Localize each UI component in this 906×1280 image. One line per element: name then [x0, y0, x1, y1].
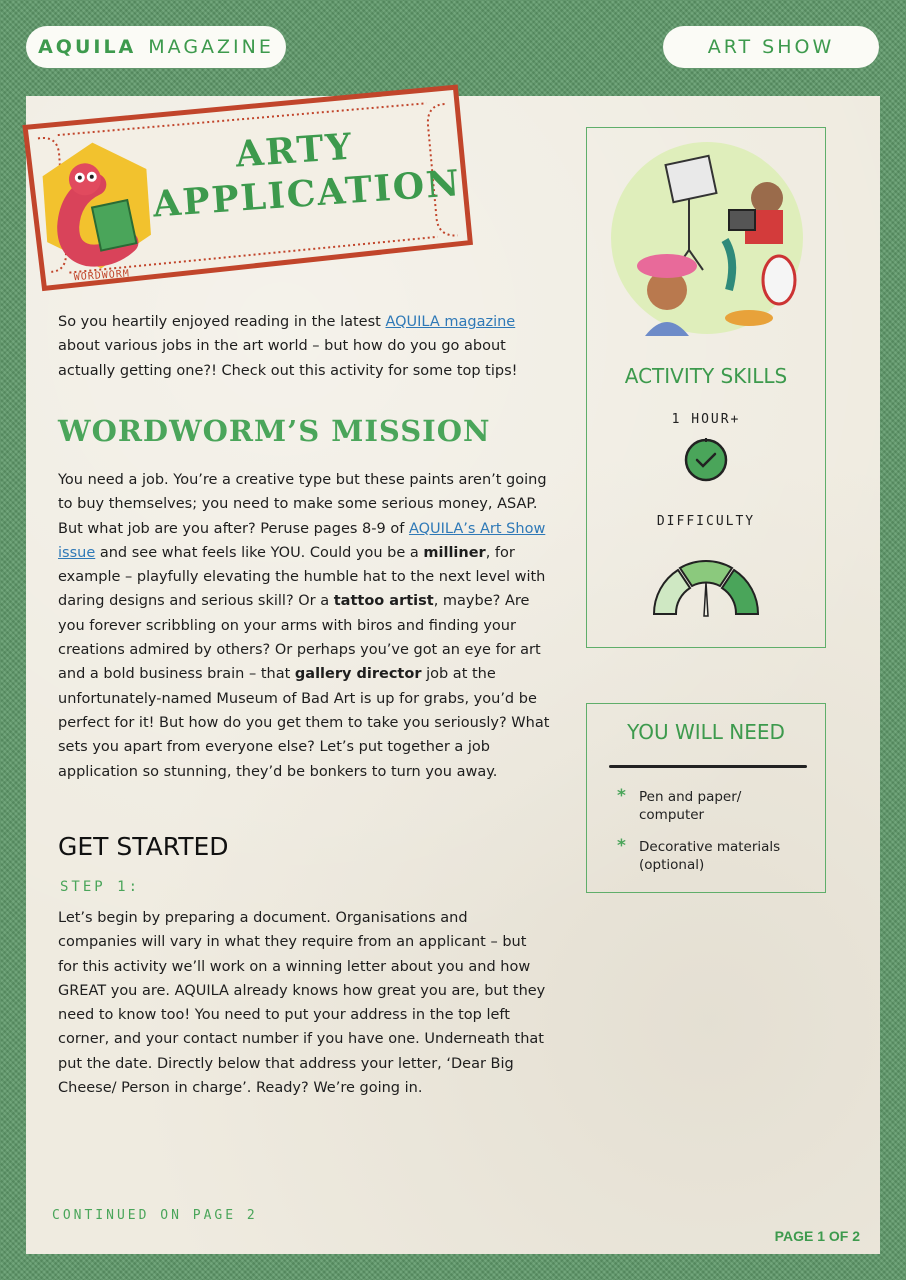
step-1-label: STEP 1: [60, 879, 141, 895]
milliner-bold: milliner [423, 544, 486, 561]
wordworm-icon [32, 134, 161, 282]
mission-text-5: job at the unfortunately-named Museum of Bad Art is up for grabs, you’d be perfect for it! But how do you get them to take you seriously? What sets you apart from everyone else? Let’s put together a job application so stunning, they’d be bonkers to turn you away. [58, 666, 550, 780]
aquila-magazine-link[interactable]: AQUILA magazine [385, 314, 516, 330]
activity-skills-heading: ACTIVITY SKILLS [624, 364, 788, 388]
mission-paragraph [58, 468, 550, 784]
asterisk-icon: * [617, 786, 626, 806]
title-line-2: APPLICATION [151, 162, 463, 226]
intro-text: So you heartily enjoyed reading in the latest [58, 314, 386, 330]
page-number: PAGE 1 OF 2 [774, 1228, 860, 1244]
tattoo-artist-bold: tattoo artist [333, 593, 434, 610]
clock-icon [682, 436, 730, 484]
list-item [617, 838, 807, 874]
magazine-badge [26, 26, 286, 68]
gallery-director-bold: gallery director [294, 666, 422, 683]
brand-name: AQUILA [38, 36, 137, 58]
difficulty-label: DIFFICULTY [656, 514, 756, 529]
divider [609, 765, 807, 768]
art-show-issue-link[interactable]: AQUILA’s Art Show issue [58, 520, 546, 561]
magazine-label: MAGAZINE [148, 36, 274, 58]
mission-text-1: You need a job. You’re a creative type but these paints aren’t going to buy themselves; you need to make some serious money, ASAP. But what job are you after? Peruse pages 8-9 of [58, 472, 547, 537]
list-item-text: Pen and paper/ computer [639, 789, 742, 823]
continued-note: CONTINUED ON PAGE 2 [52, 1208, 258, 1223]
difficulty-gauge-icon [648, 556, 764, 620]
mission-heading: WORDWORM’S MISSION [58, 414, 491, 448]
time-label: 1 HOUR+ [671, 412, 741, 427]
mission-text-4: , maybe? Are you forever scribbling on your arms with biros and finding your creations admired by others? Or perhaps you’ve got an eye for art and a bold business brain – that [58, 593, 541, 683]
mascot-label: WORDWORM [73, 268, 131, 284]
title-line-1: ARTY [234, 125, 355, 176]
intro-text-2: about various jobs in the art world – but how do you go about actually getting one?! Check out this activity for some top tips! [58, 338, 518, 379]
mission-text-2: and see what feels like YOU. Could you be a [95, 544, 424, 561]
section-badge: ART SHOW [663, 26, 879, 68]
art-show-illustration [609, 140, 805, 336]
mission-text-3: , for example – playfully elevating the humble hat to the next level with daring designs and serious skill? Or a [58, 544, 546, 610]
get-started-heading: GET STARTED [58, 832, 229, 861]
you-will-need-heading: YOU WILL NEED [627, 720, 785, 744]
list-item [617, 788, 807, 824]
asterisk-icon: * [617, 836, 626, 856]
you-will-need-panel [586, 703, 826, 893]
title-stamp [16, 83, 478, 296]
materials-list [617, 788, 807, 888]
activity-skills-panel [586, 127, 826, 648]
list-item-text: Decorative materials (optional) [639, 839, 781, 873]
step-1-text: Let’s begin by preparing a document. Organisations and companies will vary in what they require from an applicant – but for this activity we’ll work on a winning letter about you and how GREAT you are. AQUILA already knows how great you are, but they need to know too! You need to put your address in the top left corner, and your contact number if you have one. Underneath that put the date. Directly below that address your letter, ‘Dear Big Cheese/ Person in charge’. Ready? We’re going in. [58, 910, 546, 1097]
intro-paragraph [58, 310, 550, 383]
